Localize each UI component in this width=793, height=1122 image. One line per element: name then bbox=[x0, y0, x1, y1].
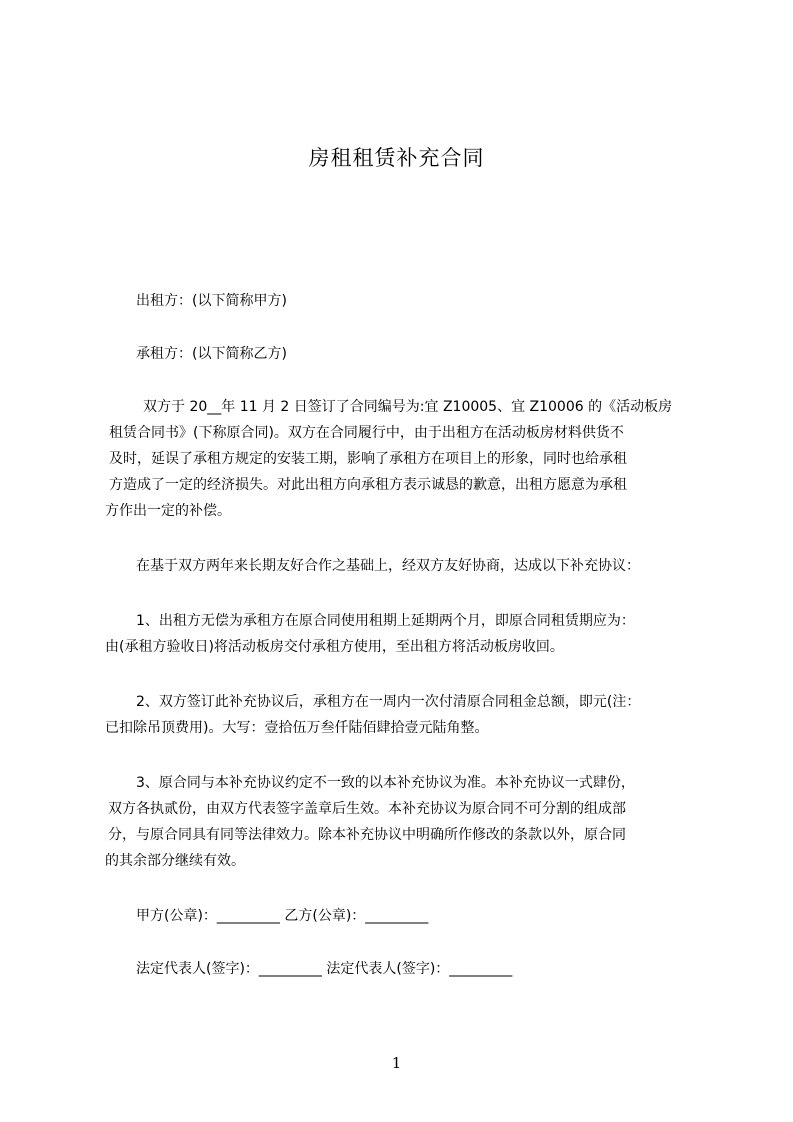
basis-line: 在基于双方两年来长期友好合作之基础上，经双方友好协商，达成以下补充协议： bbox=[136, 558, 640, 574]
page-number: 1 bbox=[391, 1054, 402, 1072]
seal-signature-line: 甲方(公章)：_________ 乙方(公章)：_________ bbox=[136, 908, 429, 924]
clause1-line-2: 由(承租方验收日)将活动板房交付承租方使用，至出租方将活动板房收回。 bbox=[105, 639, 564, 655]
intro-line-2: 租赁合同书》(下称原合同)。双方在合同履行中，由于出租方在活动板房材料供货不 bbox=[109, 425, 624, 441]
intro-line-4: 方造成了一定的经济损失。对此出租方向承租方表示诚恳的歉意，出租方愿意为承租 bbox=[109, 477, 627, 493]
clause3-line-2: 双方各执贰份，由双方代表签字盖章后生效。本补充协议为原合同不可分割的组成部 bbox=[108, 801, 626, 817]
clause1-line-1: 1、出租方无偿为承租方在原合同使用租期上延期两个月，即原合同租赁期应为： bbox=[136, 613, 635, 629]
document-title: 房租租赁补充合同 bbox=[308, 146, 485, 170]
lessee-line: 承租方：(以下简称乙方) bbox=[136, 346, 287, 362]
representative-signature-line: 法定代表人(签字)：_________ 法定代表人(签字)：_________ bbox=[136, 961, 513, 977]
clause3-line-3: 分，与原合同具有同等法律效力。除本补充协议中明确所作修改的条款以外，原合同 bbox=[108, 827, 626, 843]
clause3-line-4: 的其余部分继续有效。 bbox=[105, 853, 245, 869]
intro-line-5: 方作出一定的补偿。 bbox=[105, 503, 231, 519]
clause2-line-1: 2、双方签订此补充协议后，承租方在一周内一次付清原合同租金总额，即元(注： bbox=[136, 694, 641, 710]
clause3-line-1: 3、原合同与本补充协议约定不一致的以本补充协议为准。本补充协议一式肆份， bbox=[136, 775, 635, 791]
lessor-line: 出租方：(以下简称甲方) bbox=[136, 293, 287, 309]
clause2-line-2: 已扣除吊顶费用)。大写：壹拾伍万叁仟陆佰肆拾壹元陆角整。 bbox=[105, 720, 489, 736]
intro-line-1: 双方于 20__年 11 月 2 日签订了合同编号为:宜 Z10005、宜 Z10006 的《活动板房 bbox=[143, 399, 673, 415]
intro-line-3: 及时，延误了承租方规定的安装工期，影响了承租方在项目上的形象，同时也给承租 bbox=[109, 451, 627, 467]
